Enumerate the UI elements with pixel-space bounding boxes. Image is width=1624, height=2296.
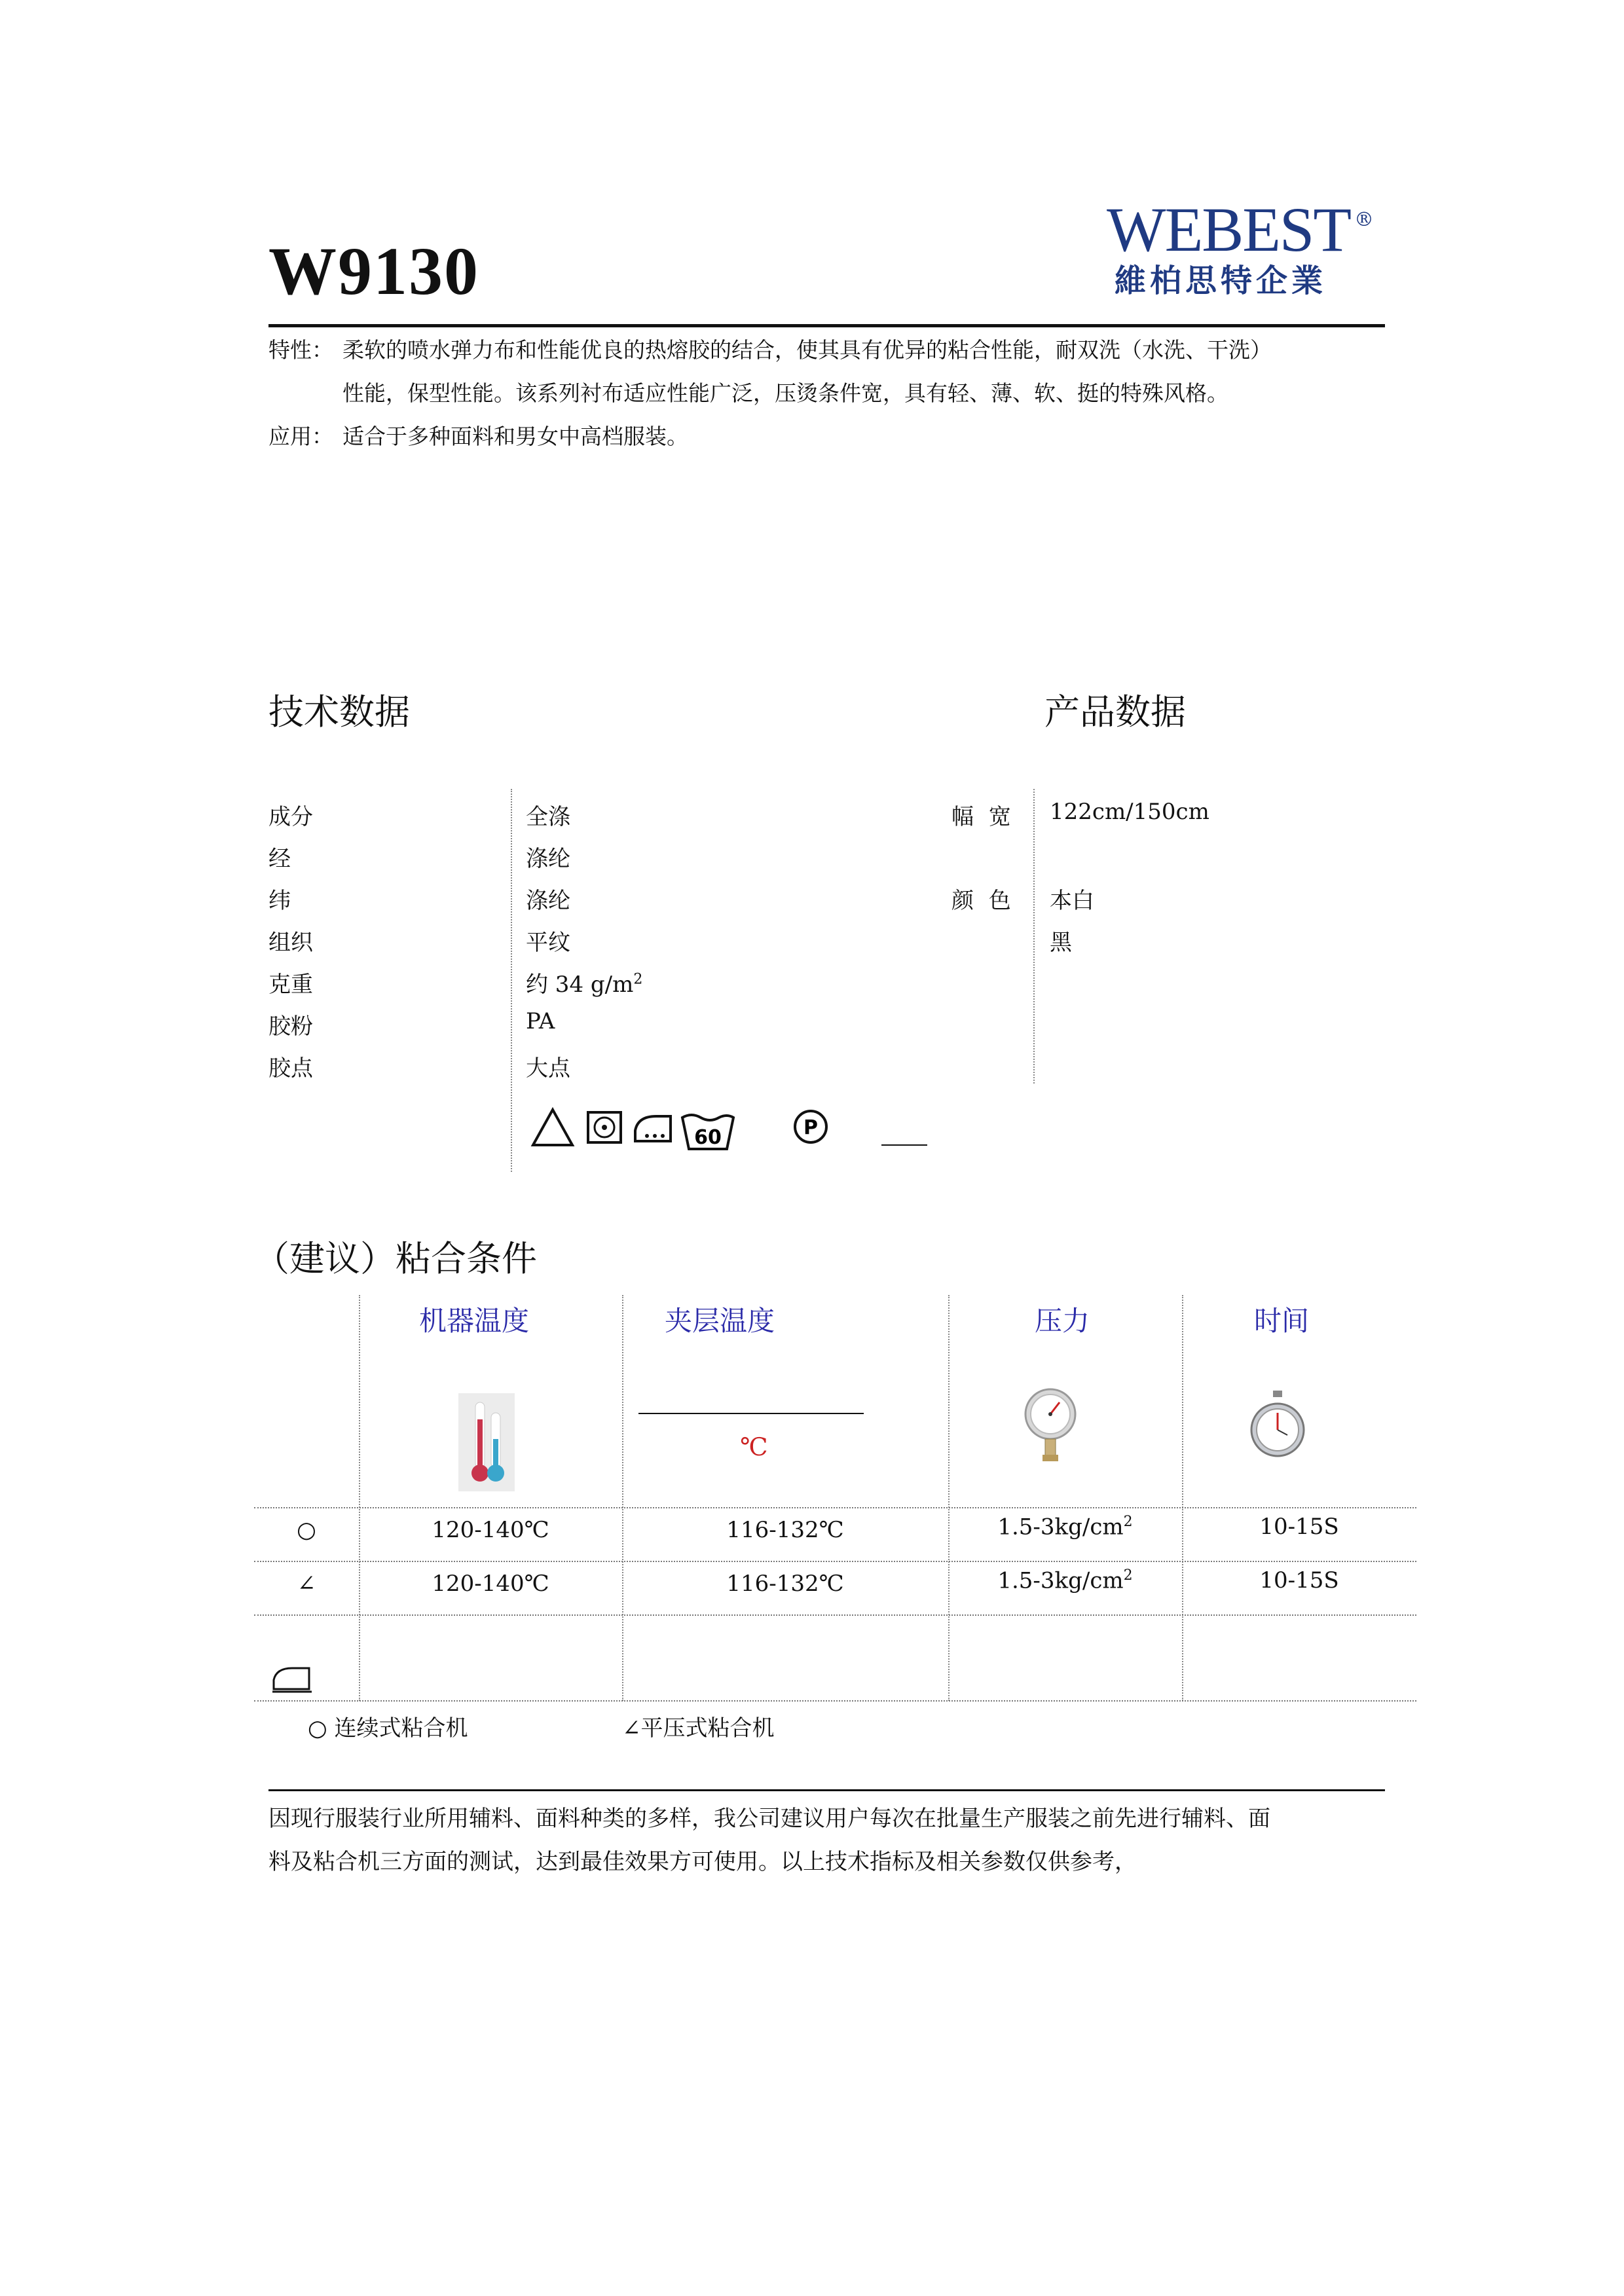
feature-label: 特性： — [268, 337, 333, 363]
care-symbols — [528, 1103, 999, 1156]
table-col-divider — [622, 1295, 623, 1701]
application-label: 应用： — [268, 424, 333, 449]
tech-label: 胶粉 — [268, 1013, 313, 1040]
tech-data-heading: 技术数据 — [268, 691, 410, 733]
tech-value: PA — [526, 1008, 555, 1034]
wash-60-icon — [682, 1115, 733, 1149]
header-divider — [268, 324, 1385, 327]
logo-text: WEBEST — [1107, 194, 1350, 264]
product-table-divider — [1033, 789, 1035, 1084]
product-code: W9130 — [268, 234, 479, 309]
machine-temp-value: 120-140℃ — [432, 1571, 549, 1597]
footer-note-line1: 因现行服装行业所用辅料、面料种类的多样，我公司建议用户每次在批量生产服装之前先进行辅料、面 — [268, 1806, 1270, 1832]
interlayer-temp-value: 116-132℃ — [726, 1517, 844, 1543]
thermometer-icon — [458, 1393, 515, 1491]
table-col-divider — [359, 1295, 360, 1701]
tech-value: 约 34 $g/m^2$ — [526, 971, 643, 998]
application-text: 适合于多种面料和男女中高档服装。 — [342, 424, 688, 449]
color-value: 黑 — [1050, 930, 1072, 956]
tech-value: 涤纶 — [526, 846, 570, 872]
iron-row-icon — [271, 1663, 313, 1693]
col-machine-temp: 机器温度 — [419, 1305, 530, 1337]
tech-label: 经 — [268, 846, 291, 872]
col-time: 时间 — [1254, 1305, 1310, 1337]
tech-label: 组织 — [268, 930, 313, 956]
table-row-divider — [254, 1507, 1416, 1508]
wash-temp-text: 60 — [694, 1126, 722, 1149]
width-value: 122cm/150cm — [1050, 799, 1209, 825]
interlayer-blank-line — [638, 1413, 864, 1414]
time-value: 10-15S — [1259, 1567, 1339, 1594]
stopwatch-icon — [1249, 1391, 1306, 1463]
tech-value: 全涤 — [526, 804, 570, 830]
pressure-value: $1.5-3kg/cm^2$ — [997, 1567, 1133, 1594]
table-row-divider — [254, 1614, 1416, 1616]
machine-temp-value: 120-140℃ — [432, 1517, 549, 1543]
feature-text-1: 柔软的喷水弹力布和性能优良的热熔胶的结合，使其具有优异的粘合性能，耐双洗（水洗、干洗） — [342, 337, 1272, 363]
tech-label: 纬 — [268, 888, 291, 914]
product-data-heading: 产品数据 — [1044, 691, 1186, 733]
pressure-value: $1.5-3kg/cm^2$ — [997, 1514, 1133, 1540]
width-label: 幅 宽 — [951, 804, 1015, 830]
color-value: 本白 — [1050, 888, 1094, 914]
iron-icon — [635, 1116, 671, 1141]
table-col-divider — [1182, 1295, 1183, 1701]
footer-note-line2: 料及粘合机三方面的测试，达到最佳效果方可使用。以上技术指标及相关参数仅供参考， — [268, 1849, 1137, 1875]
pressure-gauge-icon — [1023, 1387, 1078, 1464]
row-symbol-flat: ∠ — [297, 1571, 316, 1597]
color-label: 颜 色 — [951, 888, 1015, 914]
footer-divider — [268, 1789, 1385, 1791]
tech-value: 平纹 — [526, 930, 570, 956]
legend-continuous: ○ 连续式粘合机 — [308, 1715, 468, 1741]
time-value: 10-15S — [1259, 1514, 1339, 1540]
dry-clean-p-icon — [795, 1111, 826, 1142]
tech-label: 成分 — [268, 804, 313, 830]
table-row-divider — [254, 1700, 1416, 1702]
bleach-triangle-icon — [533, 1110, 572, 1145]
feature-text-2: 性能，保型性能。该系列衬布适应性能广泛，压烫条件宽，具有轻、薄、软、挺的特殊风格。 — [342, 380, 1228, 406]
legend-flat: ∠平压式粘合机 — [622, 1715, 775, 1741]
registered-mark: ® — [1354, 208, 1374, 231]
table-col-divider — [948, 1295, 950, 1701]
interlayer-temp-value: 116-132℃ — [726, 1571, 844, 1597]
tech-label: 胶点 — [268, 1055, 313, 1082]
tech-value: 涤纶 — [526, 888, 570, 914]
tech-label: 克重 — [268, 972, 313, 998]
bonding-heading: （建议）粘合条件 — [254, 1238, 537, 1279]
logo-chinese: 維柏思特企業 — [1115, 263, 1327, 299]
tech-value: 大点 — [526, 1055, 570, 1082]
table-row-divider — [254, 1561, 1416, 1562]
interlayer-unit: ℃ — [740, 1432, 768, 1461]
col-interlayer-temp: 夹层温度 — [665, 1305, 775, 1337]
tumble-dry-icon — [588, 1112, 621, 1142]
col-pressure: 压力 — [1035, 1305, 1090, 1337]
row-symbol-continuous: ○ — [297, 1517, 316, 1543]
tech-table-divider — [511, 789, 512, 1172]
dry-clean-text: P — [803, 1116, 818, 1139]
